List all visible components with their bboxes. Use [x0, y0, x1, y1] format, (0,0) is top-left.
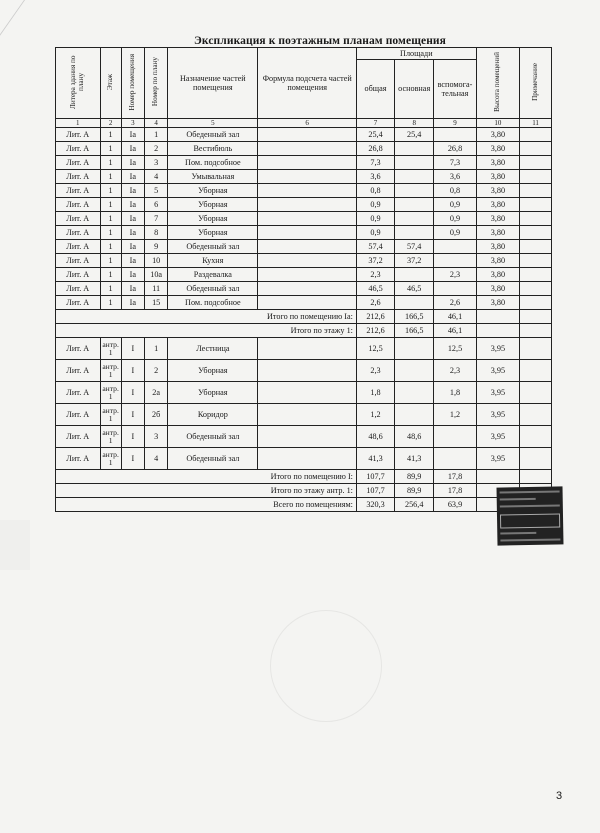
header-main: основная [395, 60, 434, 119]
table-row: Лит. А 1 Ia 8 Уборная 0,9 0,9 3,80 [56, 226, 552, 240]
registration-stamp [496, 486, 563, 545]
table-row: Лит. А антр. 1 I 4 Обеденный зал 41,3 41,3 3,95 [56, 448, 552, 470]
table-row: Лит. А 1 Ia 11 Обеденный зал 46,5 46,5 3,80 [56, 282, 552, 296]
table-row: Лит. А 1 Ia 7 Уборная 0,9 0,9 3,80 [56, 212, 552, 226]
total-row: Итого по этажу антр. 1: 107,7 89,9 17,8 [56, 484, 552, 498]
header-litera: Литера здания по плану [56, 48, 101, 119]
total-row: Итого по помещению I: 107,7 89,9 17,8 [56, 470, 552, 484]
header-plan-no: Номер по плану [145, 48, 168, 119]
page-number: 3 [556, 790, 563, 802]
table-row: Лит. А антр. 1 I 2б Коридор 1,2 1,2 3,95 [56, 404, 552, 426]
table-row: Лит. А 1 Ia 15 Пом. подсобное 2,6 2,6 3,80 [56, 296, 552, 310]
header-height: Высота помещений [476, 48, 519, 119]
scan-shadow [0, 520, 30, 570]
table-row: Лит. А антр. 1 I 2 Уборная 2,3 2,3 3,95 [56, 360, 552, 382]
scan-mark [0, 0, 65, 40]
table-row: Лит. А 1 Ia 10а Раздевалка 2,3 2,3 3,80 [56, 268, 552, 282]
table-row: Лит. А 1 Ia 3 Пом. подсобное 7,3 7,3 3,80 [56, 156, 552, 170]
page-title: Экспликация к поэтажным планам помещения [194, 35, 446, 47]
header-aux: вспомога-тельная [434, 60, 476, 119]
explication-table [55, 47, 552, 512]
header-total: общая [356, 60, 394, 119]
table-row: Лит. А 1 Ia 10 Кухня 37,2 37,2 3,80 [56, 254, 552, 268]
header-purpose: Назначение частей помещения [168, 48, 258, 119]
table-row: Лит. А 1 Ia 5 Уборная 0,8 0,8 3,80 [56, 184, 552, 198]
total-row: Итого по этажу 1: 212,6 166,5 46,1 [56, 324, 552, 338]
table-row: Лит. А антр. 1 I 1 Лестница 12,5 12,5 3,95 [56, 338, 552, 360]
table-row: Лит. А 1 Ia 1 Обеденный зал 25,4 25,4 3,80 [56, 128, 552, 142]
table-row: Лит. А антр. 1 I 2а Уборная 1,8 1,8 3,95 [56, 382, 552, 404]
table-row: Лит. А 1 Ia 6 Уборная 0,9 0,9 3,80 [56, 198, 552, 212]
total-row: Итого по помещению Ia: 212,6 166,5 46,1 [56, 310, 552, 324]
table-row: Лит. А 1 Ia 4 Умывальная 3,6 3,6 3,80 [56, 170, 552, 184]
table-row: Лит. А 1 Ia 2 Вестибюль 26,8 26,8 3,80 [56, 142, 552, 156]
header-room-no: Номер помещения [121, 48, 144, 119]
header-areas: Площади [356, 48, 476, 60]
header-note: Примечание [520, 48, 552, 119]
faded-seal [270, 610, 382, 722]
header-formula: Формула подсчета частей помещения [258, 48, 357, 119]
column-numbers-row: 1 2 3 4 5 6 7 8 9 10 11 [56, 119, 552, 128]
table-row: Лит. А 1 Ia 9 Обеденный зал 57,4 57,4 3,80 [56, 240, 552, 254]
total-row: Всего по помещениям: 320,3 256,4 63,9 [56, 498, 552, 512]
header-floor: Этаж [100, 48, 121, 119]
table-row: Лит. А антр. 1 I 3 Обеденный зал 48,6 48,6 3,95 [56, 426, 552, 448]
